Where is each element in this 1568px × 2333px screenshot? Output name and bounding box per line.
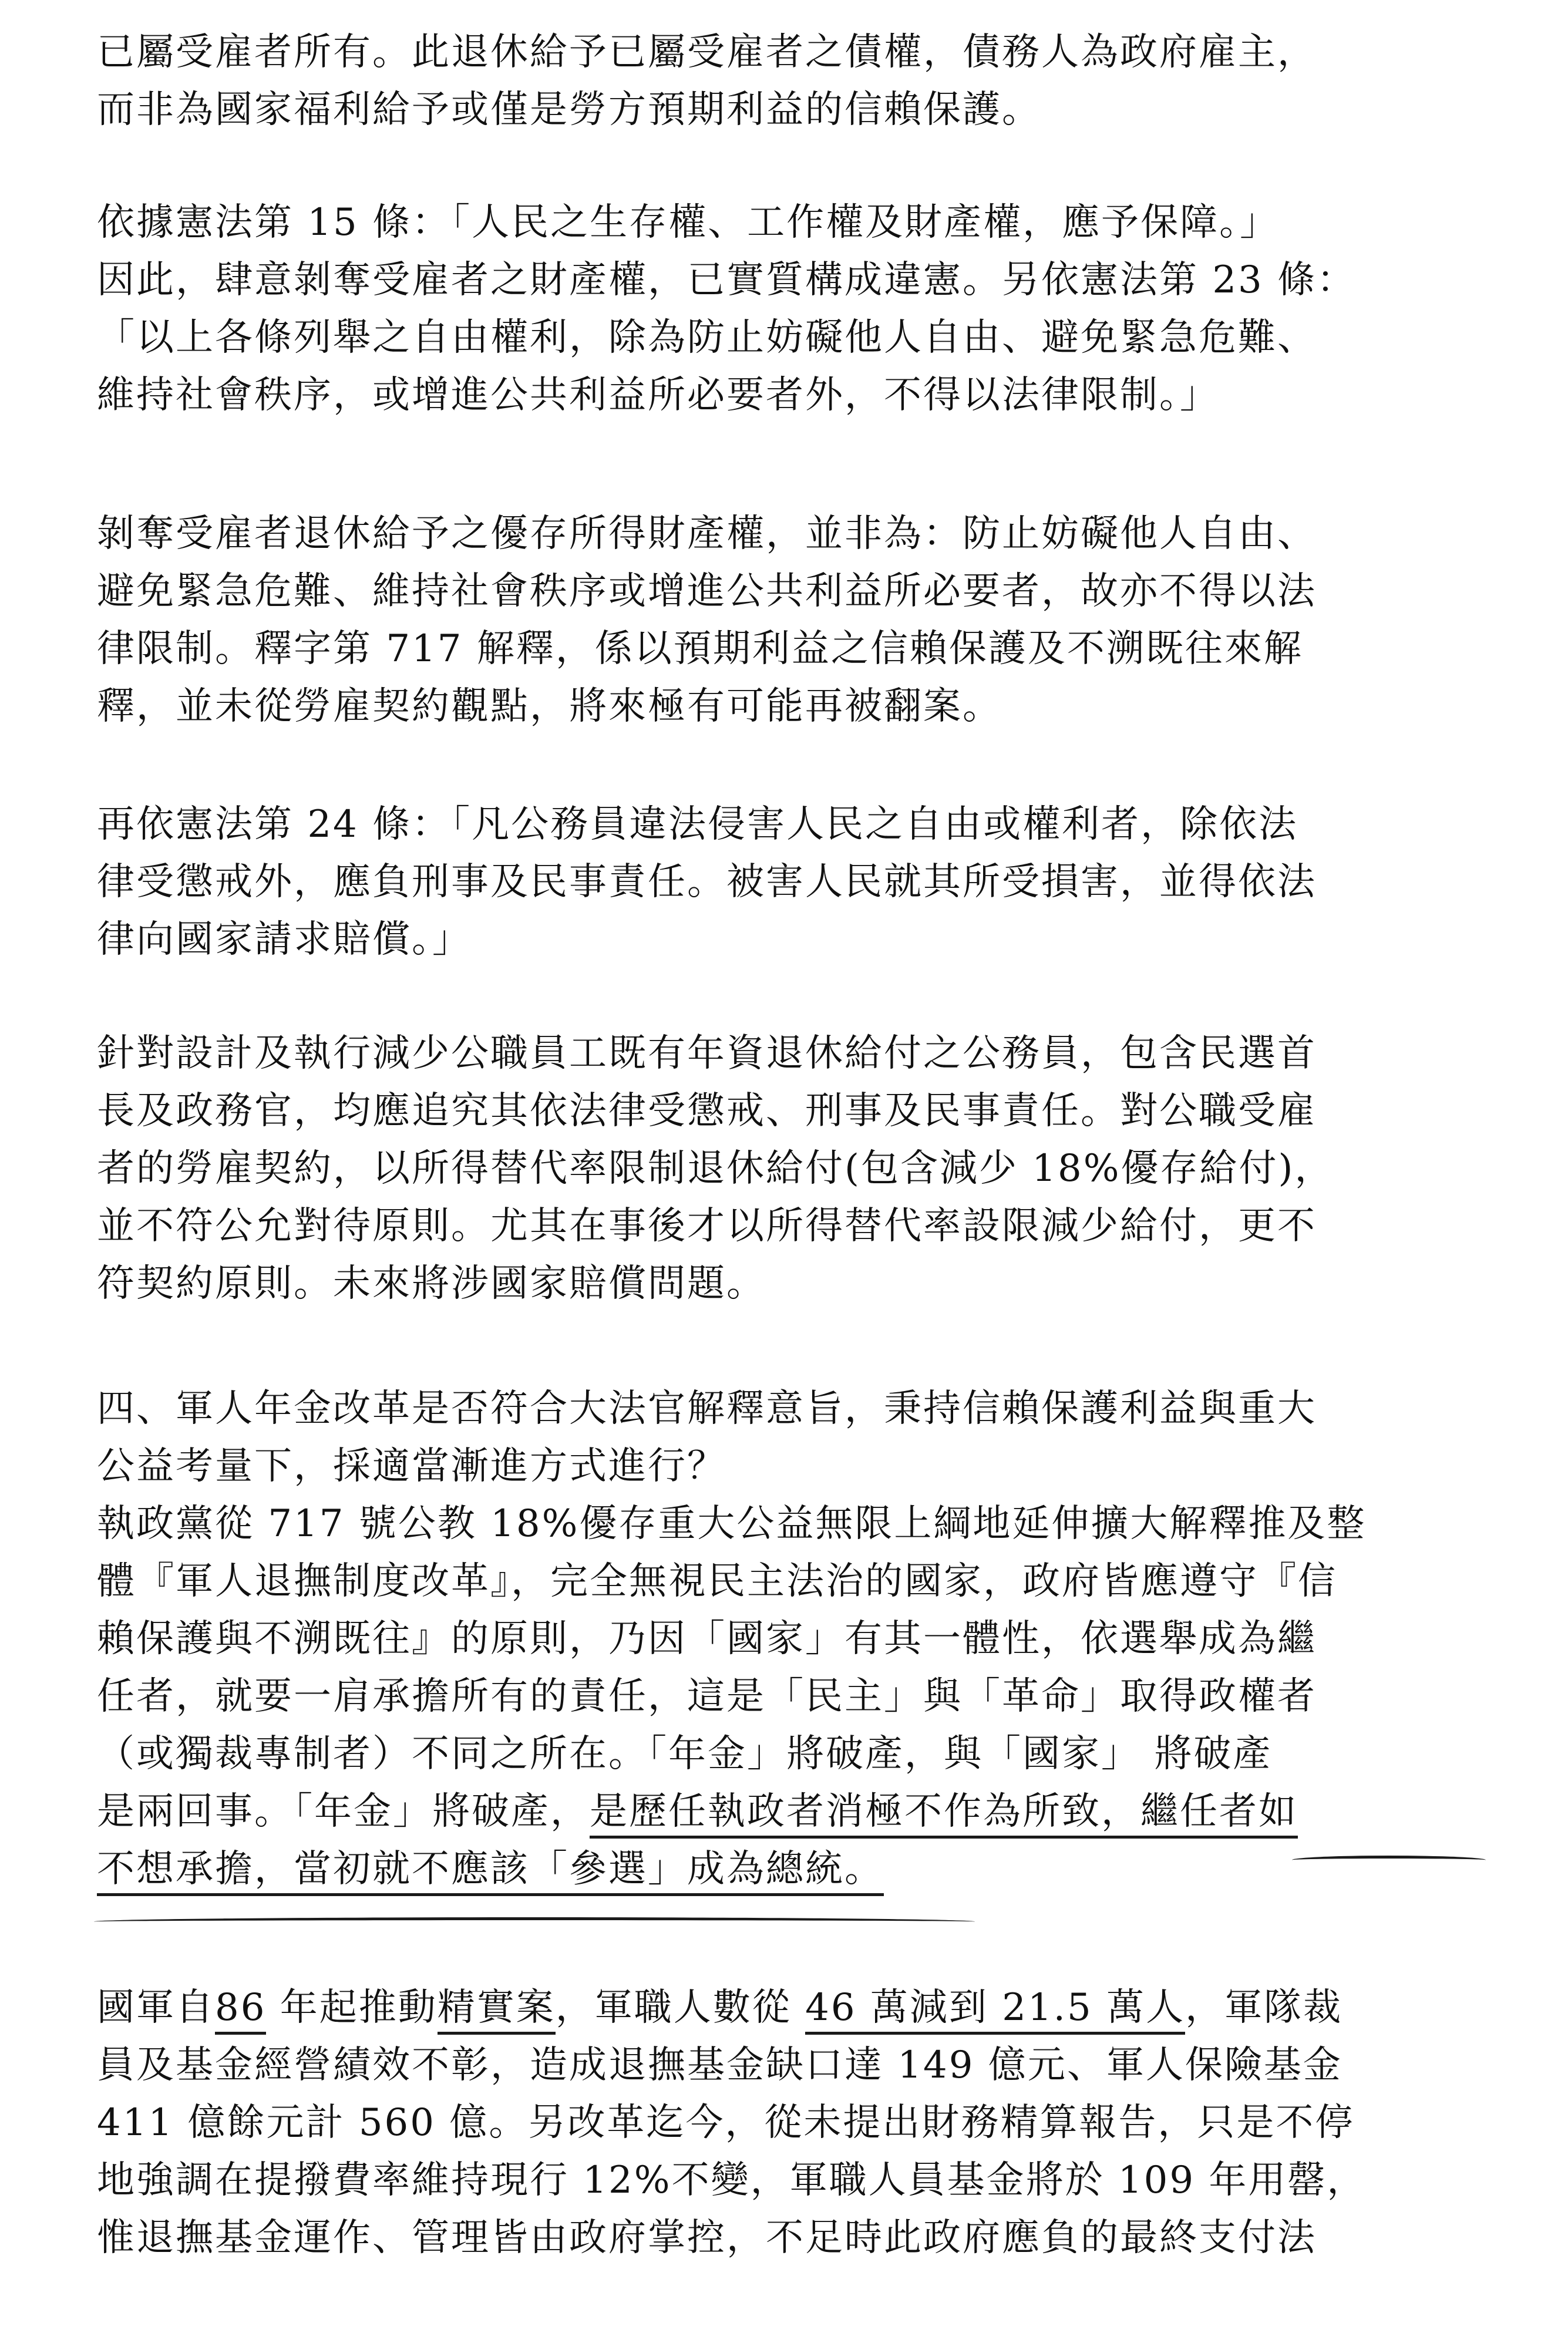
handwritten-underline-segment: 是歷任執政者消極不作為所致， [590, 1790, 1140, 1839]
text-segment: ，軍職人數從 [555, 1986, 806, 2029]
text-line: 執政黨從 717 號公教 18%優存重大公益無限上綱地延伸擴大解釋推及整 [97, 1502, 1367, 1546]
text-line: 長及政務官，均應追究其依法律受懲戒、刑事及民事責任。對公職受雇 [97, 1089, 1317, 1133]
paragraph-2 [97, 194, 1495, 424]
text-segment: 是兩回事。「年金」將破產， [97, 1790, 590, 1833]
text-line: 因此，肆意剝奪受雇者之財產權，已實質構成違憲。另依憲法第 23 條： [97, 258, 1357, 302]
paragraph-4 [97, 796, 1495, 968]
text-segment: 年起推動 [266, 1986, 438, 2029]
paragraph-7 [97, 1979, 1495, 2267]
text-line [97, 1840, 1495, 1898]
text-line: 律限制。釋字第 717 解釋，係以預期利益之信賴保護及不溯既往來解 [97, 627, 1303, 671]
text-segment: ，軍隊裁 [1185, 1986, 1343, 2029]
text-line: 任者，就要一肩承擔所有的責任，這是「民主」與「革命」取得政權者 [97, 1675, 1317, 1718]
handwritten-underline-stroke [1292, 1856, 1486, 1864]
text-line: 員及基金經營績效不彰，造成退撫基金缺口達 149 億元、軍人保險基金 [97, 2044, 1342, 2087]
handwritten-underline-segment: 繼任者如 [1140, 1790, 1298, 1839]
text-line: 而非為國家福利給予或僅是勞方預期利益的信賴保護。 [97, 88, 1041, 132]
text-line [97, 1979, 1495, 2036]
section-heading-line: 公益考量下，採適當漸進方式進行？ [97, 1445, 726, 1488]
text-line: 維持社會秩序，或增進公共利益所必要者外，不得以法律限制。」 [97, 373, 1219, 417]
handwritten-underline-stroke [94, 1917, 975, 1926]
text-line: 惟退撫基金運作、管理皆由政府掌控，不足時此政府應負的最終支付法 [97, 2216, 1317, 2260]
text-line: 「以上各條列舉之自由權利，除為防止妨礙他人自由、避免緊急危難、 [97, 316, 1317, 359]
text-line: （或獨裁專制者）不同之所在。「年金」將破產，與「國家」 將破產 [97, 1732, 1273, 1776]
text-line: 者的勞雇契約，以所得替代率限制退休給付(包含減少 18%優存給付)， [97, 1147, 1334, 1190]
text-line: 釋，並未從勞雇契約觀點，將來極有可能再被翻案。 [97, 685, 1002, 728]
text-line: 411 億餘元計 560 億。另改革迄今，從未提出財務精算報告，只是不停 [97, 2101, 1355, 2145]
text-line: 符契約原則。未來將涉國家賠償問題。 [97, 1262, 766, 1305]
text-line: 依據憲法第 15 條：「人民之生存權、工作權及財產權，應予保障。」 [97, 201, 1280, 244]
text-line: 律受懲戒外，應負刑事及民事責任。被害人民就其所受損害，並得依法 [97, 860, 1317, 904]
text-line: 律向國家請求賠償。」 [97, 918, 472, 961]
text-segment: 國軍自 [97, 1986, 215, 2029]
text-line [97, 1783, 1495, 1840]
paragraph-1 [97, 23, 1495, 139]
section-heading-line: 四、軍人年金改革是否符合大法官解釋意旨，秉持信賴保護利益與重大 [97, 1387, 1317, 1430]
paragraph-5 [97, 1025, 1495, 1312]
text-line: 剝奪受雇者退休給予之優存所得財產權，並非為：防止妨礙他人自由、 [97, 512, 1317, 556]
text-line: 針對設計及執行減少公職員工既有年資退休給付之公務員，包含民選首 [97, 1032, 1317, 1075]
text-line: 賴保護與不溯既往』的原則，乃因「國家」有其一體性，依選舉成為繼 [97, 1617, 1317, 1661]
handwritten-underline-segment: 精實案 [438, 1986, 556, 2035]
paragraph-6-section-four [97, 1380, 1495, 1898]
text-line: 地強調在提撥費率維持現行 12%不變，軍職人員基金將於 109 年用罄， [97, 2159, 1367, 2202]
handwritten-underline-segment: 86 [215, 1986, 266, 2035]
handwritten-underline-segment: 46 萬減到 21.5 萬人 [805, 1986, 1185, 2035]
text-line: 並不符公允對待原則。尤其在事後才以所得替代率設限減少給付，更不 [97, 1204, 1317, 1248]
handwritten-underline-segment: 不想承擔，當初就不應該「參選」成為總統。 [97, 1847, 884, 1896]
text-line: 再依憲法第 24 條：「凡公務員違法侵害人民之自由或權利者，除依法 [97, 803, 1298, 846]
paragraph-3 [97, 505, 1495, 735]
text-line: 體『軍人退撫制度改革』，完全無視民主法治的國家，政府皆應遵守『信 [97, 1560, 1337, 1603]
text-line: 已屬受雇者所有。此退休給予已屬受雇者之債權，債務人為政府雇主， [97, 31, 1317, 74]
text-line: 避免緊急危難、維持社會秩序或增進公共利益所必要者，故亦不得以法 [97, 570, 1317, 613]
